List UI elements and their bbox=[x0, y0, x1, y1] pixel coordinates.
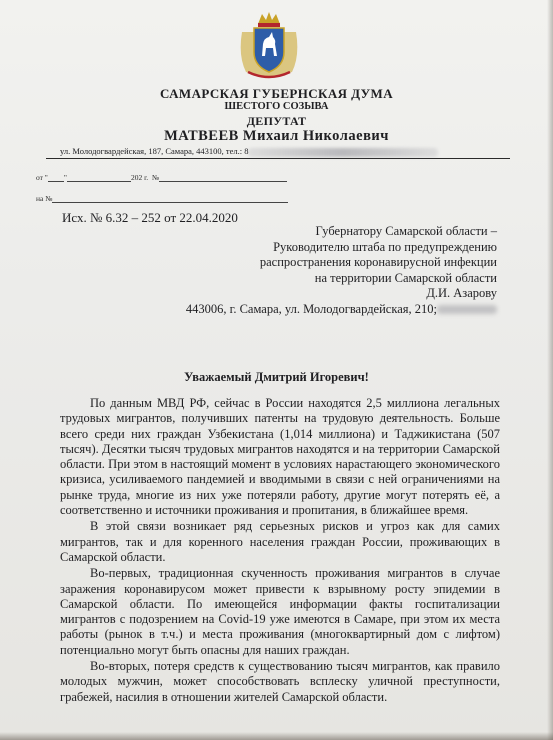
addressee-line: Губернатору Самарской области – bbox=[315, 224, 497, 238]
addressee-line: на территории Самарской области bbox=[314, 270, 497, 285]
outgoing-reference: Исх. № 6.32 – 252 от 22.04.2020 bbox=[62, 210, 238, 225]
redacted-contact bbox=[437, 305, 497, 314]
letter-body bbox=[60, 396, 500, 706]
date-prefix: от " bbox=[36, 173, 48, 182]
page-shadow-bottom bbox=[0, 732, 553, 740]
page-shadow-right bbox=[547, 0, 553, 740]
body-paragraph: Во-вторых, потеря средств к существованию тысяч мигрантов, как правило молодых мужчин, может способствовать всплеску уличной преступности, грабежей, насилия в отношении жителей Самарской области. bbox=[60, 659, 500, 704]
convocation: ШЕСТОГО СОЗЫВА bbox=[224, 101, 329, 112]
addressee-line: Руководителю штаба по предупреждению bbox=[273, 239, 497, 254]
date-mid: " bbox=[63, 173, 67, 182]
date-number-line bbox=[36, 173, 287, 182]
number-blank bbox=[159, 173, 287, 182]
addressee-line: распространения коронавирусной инфекции bbox=[259, 255, 497, 269]
body-paragraph: Во-первых, традиционная скученность проживания мигрантов в случае заражения коронавирусом может привести к взрывному росту эпидемии в Самарской области. По имеющейся информации факты госпитализации мигрантов с подозрением на Covid-19 уже имеются в Самаре, при этом их места работы (рынок в т.ч.) и места проживания (многоквартирный дом с лифтом) потенциально могут быть опасны для наших граждан. bbox=[60, 566, 500, 657]
salutation: Уважаемый Дмитрий Игоревич! bbox=[184, 370, 369, 384]
redacted-phone bbox=[248, 148, 438, 157]
org-name: САМАРСКАЯ ГУБЕРНСКАЯ ДУМА bbox=[160, 86, 393, 101]
reply-to-blank bbox=[52, 194, 288, 203]
letterhead-address: ул. Молодогвардейская, 187, Самара, 443100, тел.: 8 bbox=[60, 146, 249, 156]
body-paragraph: В этой связи возникает ряд серьезных рисков и угроз как для самих мигрантов, так и для коренного населения граждан России, проживающих в Самарской области. bbox=[60, 519, 500, 564]
deputy-name: МАТВЕЕВ Михаил Николаевич bbox=[164, 128, 389, 144]
addressee-address bbox=[186, 302, 497, 318]
position-title: ДЕПУТАТ bbox=[246, 114, 307, 128]
day-blank bbox=[48, 173, 64, 182]
samara-coat-of-arms-icon bbox=[236, 10, 302, 80]
reply-to-line bbox=[36, 194, 288, 203]
addressee-name: Д.И. Азарову bbox=[426, 286, 497, 300]
addressee-block bbox=[186, 224, 497, 317]
body-paragraph: По данным МВД РФ, сейчас в России находятся 2,5 миллиона легальных трудовых мигрантов, получивших патенты на трудовую деятельность. Больше всего среди них граждан Узбекистана (1,014 миллиона) и Таджикистана (507 тысяч). Десятки тысяч трудовых мигрантов находятся и на территории Самарской области. При этом в настоящий момент в условиях нарастающего экономического кризиса, усиливаемого пандемией и вводимыми в связи с ней ограничениями на рынке труда, многие из них уже потеряли работу, другие могут потерять её, а соответственно и источники проживания и пропитания, в ближайшее время. bbox=[60, 396, 500, 518]
letterhead-address-line bbox=[46, 146, 510, 159]
number-label: № bbox=[151, 173, 160, 182]
addressee-address-text: 443006, г. Самара, ул. Молодогвардейская, 210; bbox=[185, 301, 437, 316]
date-year: 202 г. bbox=[130, 173, 149, 182]
month-blank bbox=[67, 173, 131, 182]
on-label: на № bbox=[36, 194, 53, 203]
